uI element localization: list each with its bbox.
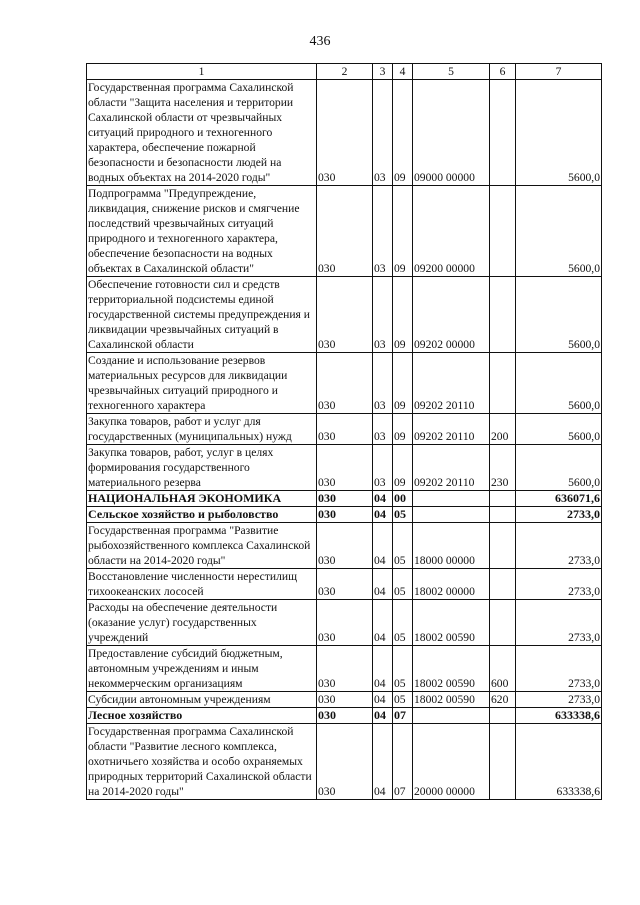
table-row [87,507,602,523]
column-header: 7 [516,64,602,80]
row-section-cell: 04 [373,646,393,692]
row-amount-cell: 2733,0 [516,569,602,600]
row-name-cell: Государственная программа Сахалинской области "Развитие лесного комплекса, охотничьего хозяйства и особо охраняемых природных территорий Сахалинской области на 2014-2020 годы" [87,724,317,800]
row-subsection-cell: 09 [393,277,413,353]
row-name-cell: Закупка товаров, работ и услуг для государственных (муниципальных) нужд [87,414,317,445]
row-admin-code-cell: 030 [317,491,373,507]
row-section-cell: 03 [373,353,393,414]
column-header: 2 [317,64,373,80]
row-target-article-cell: 09202 20110 [413,353,490,414]
row-target-article-cell: 18002 00590 [413,600,490,646]
row-subsection-cell: 09 [393,414,413,445]
row-amount-cell: 633338,6 [516,708,602,724]
header-row [87,64,602,80]
row-expense-type-cell: 600 [490,646,516,692]
row-target-article-cell: 20000 00000 [413,724,490,800]
row-amount-cell: 5600,0 [516,186,602,277]
row-amount-cell: 2733,0 [516,507,602,523]
row-subsection-cell: 05 [393,507,413,523]
row-amount-cell: 2733,0 [516,646,602,692]
row-subsection-cell: 05 [393,523,413,569]
row-amount-cell: 633338,6 [516,724,602,800]
row-subsection-cell: 09 [393,353,413,414]
row-section-cell: 03 [373,414,393,445]
row-expense-type-cell [490,491,516,507]
row-amount-cell: 2733,0 [516,692,602,708]
row-admin-code-cell: 030 [317,80,373,186]
column-header: 3 [373,64,393,80]
row-section-cell: 04 [373,523,393,569]
column-header: 4 [393,64,413,80]
table-row [87,186,602,277]
page-number: 436 [309,34,331,49]
row-name-cell: Сельское хозяйство и рыболовство [87,507,317,523]
row-subsection-cell: 09 [393,445,413,491]
row-amount-cell: 5600,0 [516,414,602,445]
row-admin-code-cell: 030 [317,186,373,277]
row-amount-cell: 5600,0 [516,80,602,186]
row-admin-code-cell: 030 [317,708,373,724]
budget-table [86,63,602,800]
row-amount-cell: 636071,6 [516,491,602,507]
row-subsection-cell: 09 [393,186,413,277]
row-amount-cell: 5600,0 [516,353,602,414]
table-row [87,445,602,491]
row-expense-type-cell [490,186,516,277]
row-target-article-cell: 09000 00000 [413,80,490,186]
row-expense-type-cell [490,523,516,569]
row-expense-type-cell [490,600,516,646]
table-row [87,277,602,353]
row-target-article-cell: 18002 00590 [413,646,490,692]
row-amount-cell: 2733,0 [516,523,602,569]
row-admin-code-cell: 030 [317,414,373,445]
row-name-cell: Подпрограмма "Предупреждение, ликвидация, снижение рисков и смягчение последствий чрезвычайных ситуаций природного и техногенного характера, обеспечение безопасности на водных объектах в Сахалинской области" [87,186,317,277]
table-row [87,692,602,708]
row-subsection-cell: 07 [393,724,413,800]
row-section-cell: 04 [373,724,393,800]
row-target-article-cell: 18000 00000 [413,523,490,569]
row-section-cell: 04 [373,569,393,600]
row-expense-type-cell: 200 [490,414,516,445]
row-section-cell: 04 [373,600,393,646]
row-amount-cell: 2733,0 [516,600,602,646]
row-target-article-cell: 09202 00000 [413,277,490,353]
row-admin-code-cell: 030 [317,507,373,523]
row-admin-code-cell: 030 [317,692,373,708]
row-name-cell: Субсидии автономным учреждениям [87,692,317,708]
row-admin-code-cell: 030 [317,724,373,800]
row-amount-cell: 5600,0 [516,277,602,353]
row-target-article-cell: 09200 00000 [413,186,490,277]
row-target-article-cell: 18002 00000 [413,569,490,600]
row-section-cell: 03 [373,186,393,277]
row-expense-type-cell: 230 [490,445,516,491]
table-row [87,600,602,646]
row-admin-code-cell: 030 [317,646,373,692]
row-subsection-cell: 05 [393,569,413,600]
column-header: 5 [413,64,490,80]
row-expense-type-cell [490,353,516,414]
row-subsection-cell: 07 [393,708,413,724]
row-admin-code-cell: 030 [317,569,373,600]
row-subsection-cell: 00 [393,491,413,507]
row-section-cell: 04 [373,507,393,523]
row-target-article-cell: 18002 00590 [413,692,490,708]
table-row [87,80,602,186]
row-admin-code-cell: 030 [317,600,373,646]
row-name-cell: Государственная программа "Развитие рыбохозяйственного комплекса Сахалинской области на 2014-2020 годы" [87,523,317,569]
column-header: 1 [87,64,317,80]
row-section-cell: 04 [373,692,393,708]
table-row [87,569,602,600]
row-subsection-cell: 09 [393,80,413,186]
row-name-cell: Расходы на обеспечение деятельности (оказание услуг) государственных учреждений [87,600,317,646]
row-name-cell: Лесное хозяйство [87,708,317,724]
row-name-cell: Предоставление субсидий бюджетным, автономным учреждениям и иным некоммерческим организациям [87,646,317,692]
row-name-cell: Восстановление численности нерестилищ тихоокеанских лососей [87,569,317,600]
row-section-cell: 04 [373,491,393,507]
row-expense-type-cell [490,569,516,600]
row-subsection-cell: 05 [393,692,413,708]
row-section-cell: 03 [373,277,393,353]
table-row [87,646,602,692]
table-row [87,491,602,507]
row-admin-code-cell: 030 [317,445,373,491]
row-expense-type-cell [490,277,516,353]
table-body [87,80,602,800]
table-row [87,353,602,414]
row-section-cell: 04 [373,708,393,724]
row-name-cell: Государственная программа Сахалинской области "Защита населения и территории Сахалинской области от чрезвычайных ситуаций природного и техногенного характера, обеспечение пожарной безопасности и безопасности людей на водных объектах на 2014-2020 годы" [87,80,317,186]
row-name-cell: Создание и использование резервов материальных ресурсов для ликвидации чрезвычайных ситуаций природного и техногенного характера [87,353,317,414]
row-target-article-cell: 09202 20110 [413,414,490,445]
row-name-cell: НАЦИОНАЛЬНАЯ ЭКОНОМИКА [87,491,317,507]
table-row [87,414,602,445]
row-admin-code-cell: 030 [317,353,373,414]
row-section-cell: 03 [373,80,393,186]
row-admin-code-cell: 030 [317,277,373,353]
row-target-article-cell [413,491,490,507]
table-row [87,523,602,569]
row-name-cell: Обеспечение готовности сил и средств территориальной подсистемы единой государственной системы предупреждения и ликвидации чрезвычайных ситуаций в Сахалинской области [87,277,317,353]
row-target-article-cell: 09202 20110 [413,445,490,491]
row-target-article-cell [413,708,490,724]
row-expense-type-cell [490,708,516,724]
row-expense-type-cell [490,724,516,800]
table-row [87,708,602,724]
row-admin-code-cell: 030 [317,523,373,569]
row-subsection-cell: 05 [393,646,413,692]
column-header: 6 [490,64,516,80]
row-target-article-cell [413,507,490,523]
row-expense-type-cell [490,507,516,523]
row-subsection-cell: 05 [393,600,413,646]
row-expense-type-cell [490,80,516,186]
row-name-cell: Закупка товаров, работ, услуг в целях формирования государственного материального резерва [87,445,317,491]
table-row [87,724,602,800]
row-expense-type-cell: 620 [490,692,516,708]
row-amount-cell: 5600,0 [516,445,602,491]
row-section-cell: 03 [373,445,393,491]
